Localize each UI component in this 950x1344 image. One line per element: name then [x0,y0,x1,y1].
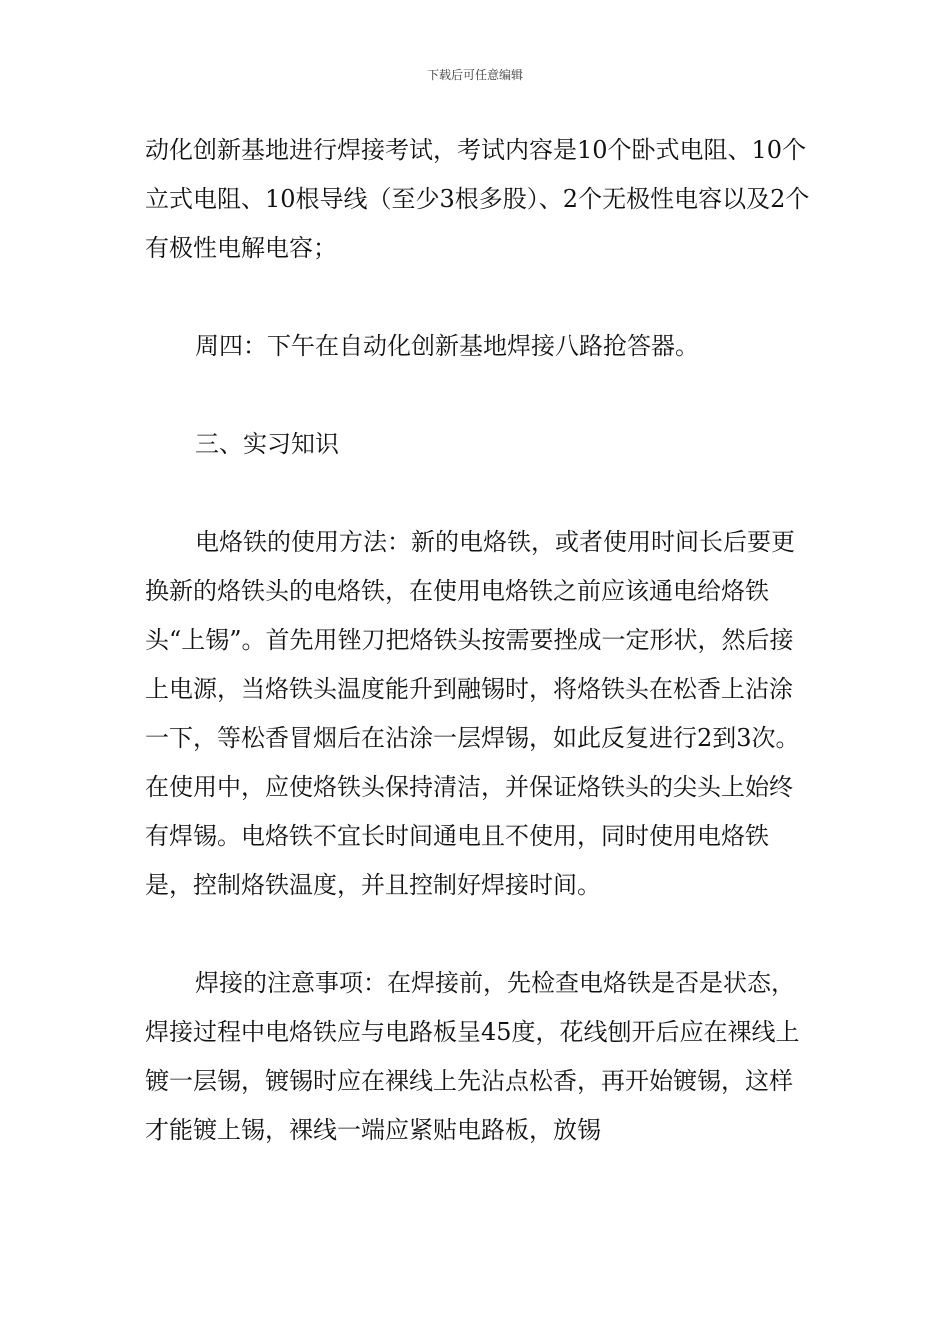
paragraph-exam-content: 动化创新基地进行焊接考试，考试内容是10个卧式电阻、10个立式电阻、10根导线（至少3根多股）、2个无极性电容以及2个有极性电解电容； [145,136,810,262]
document-body [145,126,810,1155]
section-heading-internship-knowledge: 三、实习知识 [195,430,339,458]
page-header: 下载后可任意编辑 [426,68,523,82]
paragraph-soldering-iron-usage: 电烙铁的使用方法：新的电烙铁，或者使用时间长后要更换新的烙铁头的电烙铁，在使用电烙铁之前应该通电给烙铁头“上锡”。首先用锉刀把烙铁头按需要挫成一定形状，然后接上电源，当烙铁头温度能升到融锡时，将烙铁头在松香上沾涂一下，等松香冒烟后在沾涂一层焊锡，如此反复进行2到3次。在使用中，应使烙铁头保持清洁，并保证烙铁头的尖头上始终有焊锡。电烙铁不宜长时间通电且不使用，同时使用电烙铁是，控制烙铁温度，并且控制好焊接时间。 [145,528,800,899]
paragraph-thursday: 周四：下午在自动化创新基地焊接八路抢答器。 [195,332,699,360]
paragraph-soldering-precautions: 焊接的注意事项：在焊接前，先检查电烙铁是否是状态，焊接过程中电烙铁应与电路板呈45度，花线刨开后应在裸线上镀一层锡，镀锡时应在裸线上先沾点松香，再开始镀锡，这样才能镀上锡，裸线一端应紧贴电路板，放锡 [145,969,800,1144]
